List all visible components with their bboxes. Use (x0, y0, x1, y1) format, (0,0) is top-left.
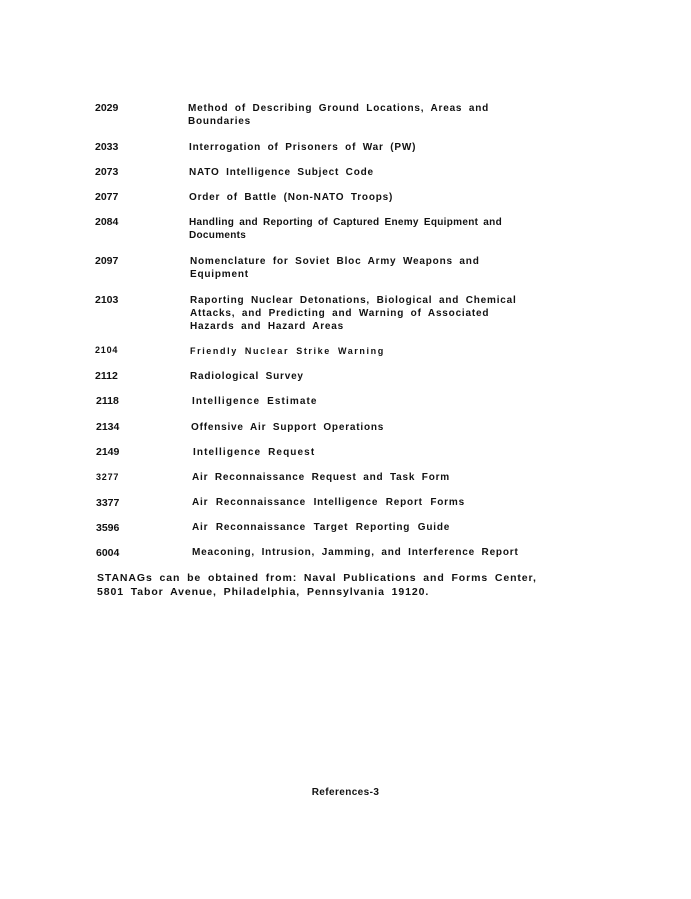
page-footer: References-3 (311, 787, 380, 798)
reference-title: Intelligence Estimate (192, 396, 318, 407)
reference-title: Air Reconnaissance Request and Task Form (192, 472, 450, 483)
reference-number: 2134 (96, 421, 120, 433)
reference-number: 2103 (95, 294, 119, 306)
reference-number: 2097 (95, 255, 119, 267)
reference-number: 2033 (95, 141, 119, 153)
reference-number: 2112 (95, 370, 118, 382)
reference-title: Method of Describing Ground Locations, Areas and Boundaries (188, 103, 490, 127)
reference-title: Nomenclature for Soviet Bloc Army Weapons and Equipment (190, 256, 480, 280)
reference-title: Intelligence Request (193, 447, 316, 458)
reference-number: 3277 (96, 472, 120, 482)
reference-number: 2104 (95, 345, 119, 355)
reference-number: 2084 (95, 216, 119, 228)
reference-title: Order of Battle (Non-NATO Troops) (189, 192, 394, 203)
reference-number: 6004 (96, 547, 120, 559)
reference-title: Meaconing, Intrusion, Jamming, and Interference Report (192, 547, 519, 558)
reference-title: Air Reconnaissance Target Reporting Guide (192, 522, 451, 533)
reference-number: 2118 (96, 395, 119, 407)
reference-title: Friendly Nuclear Strike Warning (190, 346, 385, 356)
reference-title: NATO Intelligence Subject Code (189, 167, 374, 178)
reference-title: Interrogation of Prisoners of War (PW) (189, 142, 417, 153)
reference-number: 3596 (96, 522, 120, 534)
reference-title: Air Reconnaissance Intelligence Report Forms (192, 497, 465, 508)
reference-number: 2149 (96, 446, 120, 458)
reference-number: 3377 (96, 497, 120, 509)
reference-title: Radiological Survey (190, 371, 304, 382)
availability-note: STANAGs can be obtained from: Naval Publications and Forms Center, 5801 Tabor Avenue, Philadelphia, Pennsylvania 19120. (97, 572, 537, 598)
reference-number: 2077 (95, 191, 119, 203)
reference-title: Handling and Reporting of Captured Enemy Equipment and Documents (189, 217, 502, 241)
reference-number: 2073 (95, 166, 119, 178)
reference-title: Raporting Nuclear Detonations, Biological and Chemical Attacks, and Predicting and Warning of Associated Hazards and Hazard Areas (190, 295, 517, 332)
reference-title: Offensive Air Support Operations (191, 422, 385, 433)
reference-number: 2029 (95, 102, 119, 114)
